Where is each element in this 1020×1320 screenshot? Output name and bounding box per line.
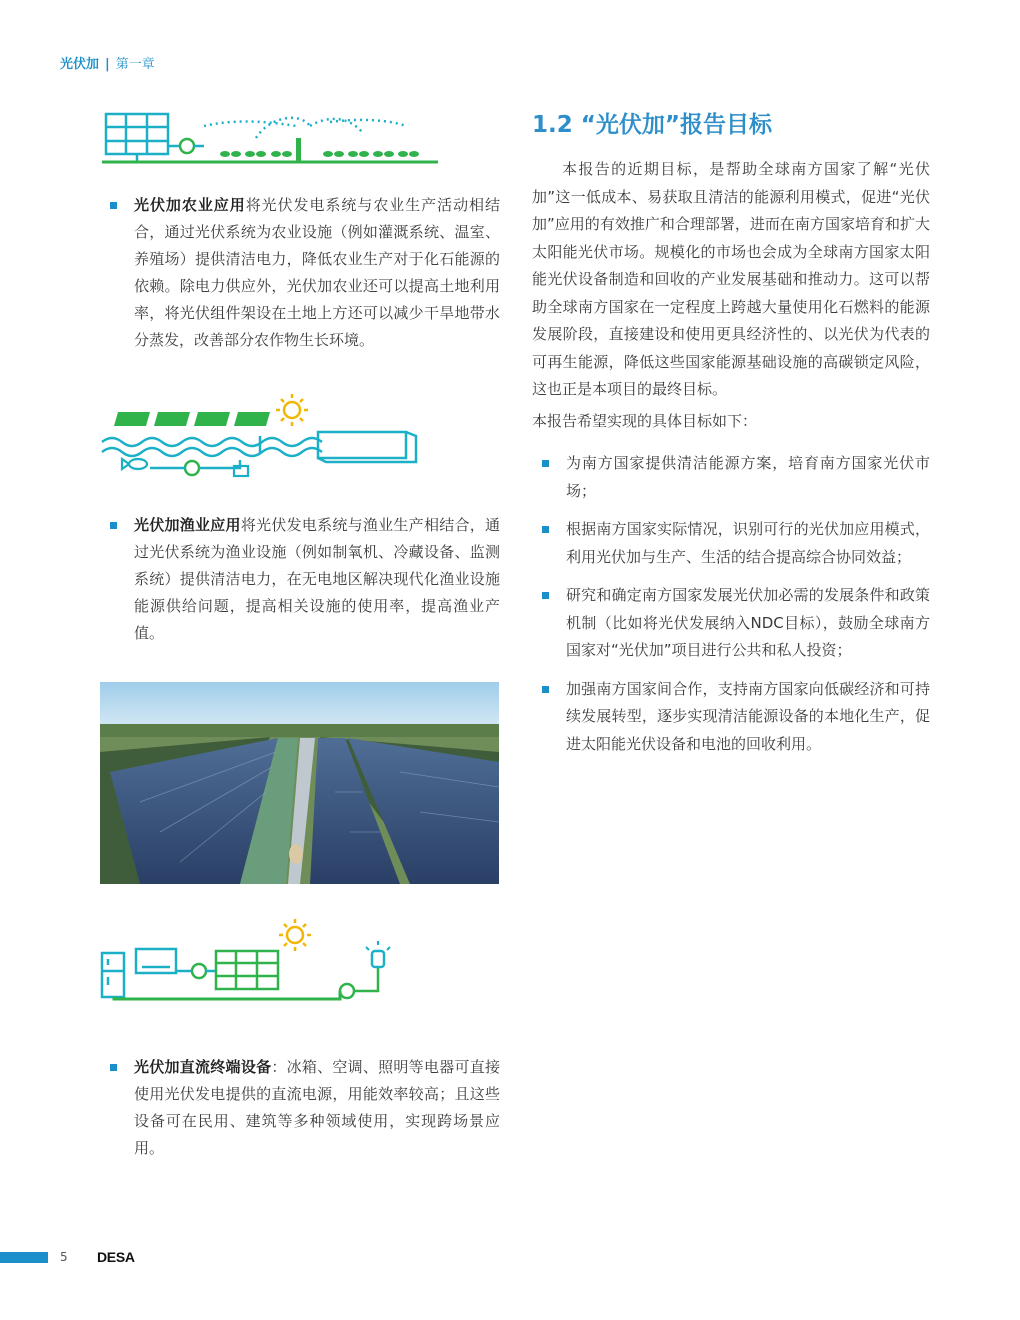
- bullet-marker: [110, 202, 117, 209]
- solar-panel-icon: [106, 114, 168, 162]
- light-bulb-icon: [366, 941, 390, 967]
- header-separator: |: [105, 57, 110, 72]
- inverter-icon: [150, 460, 248, 476]
- footer-accent-bar: [0, 1252, 48, 1263]
- bullet-marker: [542, 592, 549, 599]
- running-header: [60, 53, 155, 72]
- solar-panel-icon: [114, 412, 270, 426]
- header-chapter: 第一章: [115, 57, 155, 72]
- fishery-illustration: [100, 392, 430, 484]
- section-title: 1.2 “光伏加”报告目标: [532, 112, 772, 138]
- goal-text: 根据南方国家实际情况，识别可行的光伏加应用模式，利用光伏加与生产、生活的结合提高综合协同效益；: [566, 520, 930, 566]
- bullet-marker: [542, 460, 549, 467]
- fish-icon: [122, 459, 147, 469]
- goals-list: [532, 450, 930, 769]
- goal-text: 加强南方国家间合作，支持南方国家向低碳经济和可持续发展转型，逐步实现清洁能源设备的本地化生产，促进太阳能光伏设备和电池的回收利用。: [566, 679, 930, 753]
- goal-item: [532, 516, 930, 571]
- goal-item: [532, 450, 930, 505]
- solar-fishery-photo-image: [100, 682, 499, 884]
- agriculture-bullet: [108, 192, 500, 354]
- sprinkler-icon: [204, 118, 406, 138]
- dc-term: 光伏加直流终端设备: [134, 1058, 272, 1076]
- goal-text: 为南方国家提供清洁能源方案，培育南方国家光伏市场；: [566, 454, 930, 500]
- fishery-term: 光伏加渔业应用: [134, 516, 241, 534]
- inverter-icon: [176, 964, 216, 978]
- sun-icon: [279, 919, 311, 951]
- refrigerator-icon: [102, 953, 124, 997]
- bullet-marker: [542, 686, 549, 693]
- inverter-icon: [168, 139, 204, 153]
- bullet-marker: [110, 522, 117, 529]
- inverter-icon: [340, 967, 378, 998]
- agriculture-term: 光伏加农业应用: [134, 196, 246, 214]
- bullet-marker: [110, 1064, 117, 1071]
- fishery-bullet: [108, 512, 500, 647]
- goal-item: [532, 676, 930, 759]
- header-section: 光伏加: [60, 57, 100, 72]
- goals-lead: 本报告希望实现的具体目标如下：: [532, 412, 758, 430]
- goal-item: [532, 582, 930, 665]
- intro-paragraph: [532, 156, 930, 404]
- fishery-text: 将光伏发电系统与渔业生产相结合，通过光伏系统为渔业设施（例如制氧机、冷藏设备、监测系统）提供清洁电力，在无电地区解决现代化渔业设施能源供给问题，提高相关设施的使用率，提高渔业产值。: [134, 516, 500, 642]
- page-number: 5: [60, 1250, 68, 1264]
- solar-panel-icon: [216, 951, 278, 989]
- solar-fishery-photo: [100, 682, 499, 884]
- plant-icon: [220, 138, 419, 162]
- goal-text: 研究和确定南方国家发展光伏加必需的发展条件和政策机制（比如将光伏发展纳入NDC目标），鼓励全球南方国家对“光伏加”项目进行公共和私人投资；: [566, 586, 930, 659]
- dc-text: ：冰箱、空调、照明等电器可直接使用光伏发电提供的直流电源，用能效率较高；且这些设备可在民用、建筑等多种领域使用，实现跨场景应用。: [134, 1058, 500, 1157]
- bullet-marker: [542, 526, 549, 533]
- dc-appliances-illustration: [100, 915, 400, 1005]
- intro-text: 本报告的近期目标，是帮助全球南方国家了解“光伏加”这一低成本、易获取且清洁的能源利用模式，促进“光伏加”应用的有效推广和合理部署，进而在南方国家培育和扩大太阳能光伏市场。规模化的市场也会成为全球南方国家太阳能光伏设备制造和回收的产业发展基础和推动力。这可以帮助全球南方国家在一定程度上跨越大量使用化石燃料的能源发展阶段，直接建设和使用更具经济性的、以光伏为代表的可再生能源，降低这些国家能源基础设施的高碳锁定风险，这也正是本项目的最终目标。: [532, 160, 930, 398]
- agriculture-illustration: [100, 108, 440, 170]
- desa-logo: DESA: [97, 1249, 135, 1265]
- dc-bullet: [108, 1054, 500, 1162]
- air-conditioner-icon: [136, 949, 176, 973]
- sun-icon: [276, 394, 308, 426]
- agriculture-text: 将光伏发电系统与农业生产活动相结合，通过光伏系统为农业设施（例如灌溉系统、温室、养殖场）提供清洁电力，降低农业生产对于化石能源的依赖。除电力供应外，光伏加农业还可以提高土地利用率，将光伏组件架设在土地上方还可以减少干旱地带水分蒸发，改善部分农作物生长环境。: [134, 196, 500, 349]
